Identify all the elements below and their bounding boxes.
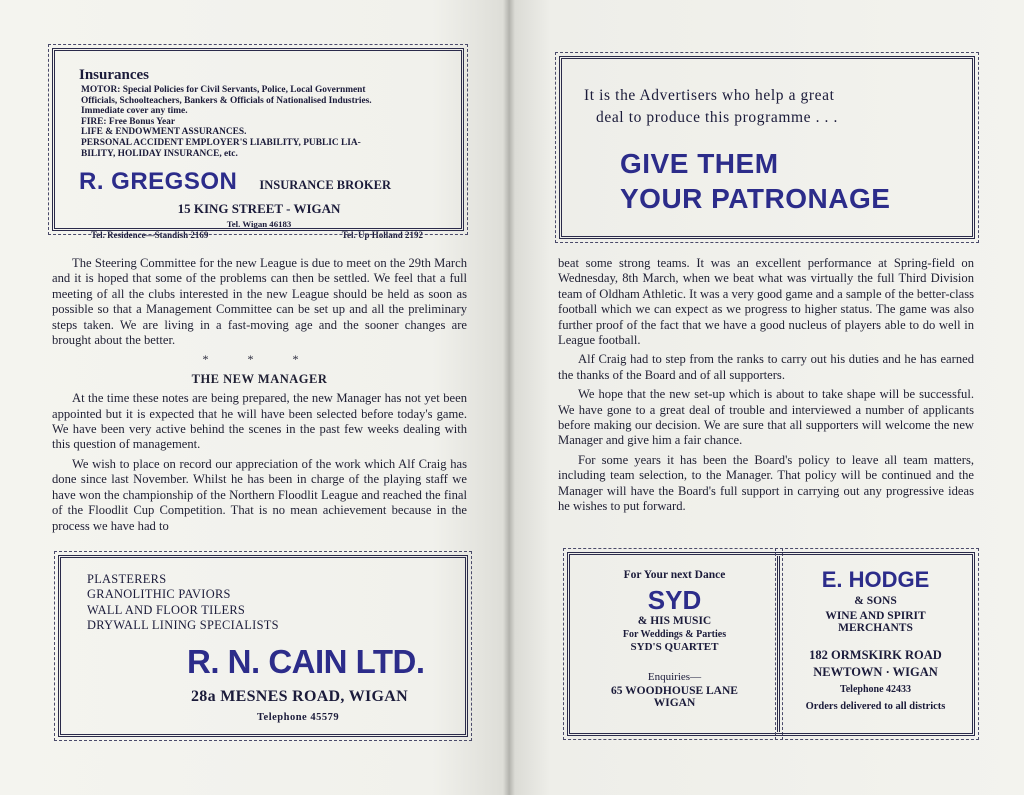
insurance-line: PERSONAL ACCIDENT EMPLOYER'S LIABILITY, PUBLIC LIA- (81, 137, 361, 148)
syd-enquiries: Enquiries— (647, 671, 702, 683)
syd-line: & HIS MUSIC (637, 615, 712, 627)
gregson-name-row (79, 168, 439, 196)
article-paragraph: For some years it has been the Board's policy to leave all team matters, including team selection, to the Manager. That policy will be continued and the Manager will have the Board's full support in carrying out any progressive ideas he wishes to put forward. (558, 452, 974, 514)
article-paragraph: beat some strong teams. It was an excellent performance at Spring-field on Wednesday, 8th March, when we beat what was virtually the full Third Division team of Oldham Athletic. It was a very good game and a sample of the better-class football which we can expect as we progress to higher status. The game was also further proof of the fact that we have a good nucleus of players able to do well in League football. (558, 256, 974, 348)
cain-address: 28a MESNES ROAD, WIGAN (191, 687, 408, 705)
gregson-address: 15 KING STREET - WIGAN (177, 201, 341, 217)
insurance-line: Officials, Schoolteachers, Bankers & Officials of Nationalised Industries. (81, 95, 372, 106)
syd-address: 65 WOODHOUSE LANE (611, 685, 738, 697)
insurance-line: MOTOR: Special Policies for Civil Servants, Police, Local Government (81, 85, 366, 95)
hodge-advert (779, 552, 975, 736)
article-paragraph: Alf Craig had to step from the ranks to carry out his duties and he has earned the thanks of the Board and of all supporters. (558, 352, 974, 382)
hodge-sons: & SONS (854, 595, 897, 607)
cain-service: GRANOLITHIC PAVIORS (87, 587, 231, 602)
syd-line: SYD'S QUARTET (630, 641, 719, 653)
patronage-line: deal to produce this programme . . . (596, 109, 838, 126)
page-gutter (503, 0, 515, 795)
hodge-name: E. HODGE (821, 567, 930, 592)
insurance-advert (52, 48, 464, 241)
insurance-line: LIFE & ENDOWMENT ASSURANCES. (81, 127, 247, 138)
cain-name: R. N. CAIN LTD. (187, 642, 425, 680)
hodge-trade: WINE AND SPIRIT (825, 610, 926, 622)
cain-advert (58, 555, 468, 737)
article-paragraph: At the time these notes are being prepared, the new Manager has not yet been appointed but it is expected that he will have been selected before today's game. We have been very active behind the scenes in the past few weeks dealing with this question of management. (52, 391, 467, 452)
insurance-line: BILITY, HOLIDAY INSURANCE, etc. (81, 148, 238, 159)
left-page (0, 0, 509, 795)
hodge-telephone: Telephone 42433 (839, 684, 912, 695)
section-divider: * * * (202, 352, 317, 367)
gregson-tel-up-holland: Tel. Up Holland 2192 (341, 230, 423, 241)
insurance-lines (79, 85, 439, 159)
syd-address: WIGAN (653, 697, 696, 709)
cain-telephone: Telephone 45579 (257, 711, 340, 723)
cain-service: DRYWALL LINING SPECIALISTS (87, 618, 279, 633)
right-page (509, 0, 1024, 795)
gregson-tel-residence: Tel. Residence—Standish 2169 (91, 230, 209, 241)
cain-service: PLASTERERS (87, 572, 167, 586)
syd-line: For Weddings & Parties (622, 629, 727, 640)
patronage-advert (559, 56, 975, 239)
section-heading: THE NEW MANAGER (191, 371, 328, 386)
gregson-tel-row (79, 229, 439, 240)
insurance-line: Immediate cover any time. (81, 106, 188, 117)
syd-advert (567, 552, 779, 736)
hodge-trade: MERCHANTS (838, 622, 913, 634)
syd-name: SYD (647, 585, 702, 615)
article-paragraph: We hope that the new set-up which is about to take shape will be successful. We have gone to a great deal of trouble and interviewed a number of applicants before making our decision. We are sure that all supporters will welcome the new Manager and give him a fair chance. (558, 387, 974, 448)
insurance-line: FIRE: Free Bonus Year (81, 116, 175, 127)
article-paragraph: The Steering Committee for the new League is due to meet on the 29th March and it is hoped that some of the problems can then be settled. We feel that a full meeting of all the clubs interested in the new League should be held as soon as possible so that a Management Committee can be set up and all the preliminary steps taken. We are living in a fast-moving age and the sooner changes are brought about the better. (52, 256, 467, 348)
cain-services (87, 572, 445, 634)
right-article (558, 256, 974, 519)
cain-service: WALL AND FLOOR TILERS (87, 602, 246, 617)
gregson-role: INSURANCE BROKER (259, 178, 391, 193)
hodge-orders: Orders delivered to all districts (805, 701, 946, 712)
patronage-headline: YOUR PATRONAGE (620, 183, 891, 214)
insurance-title: Insurances (79, 67, 150, 83)
patronage-line: It is the Advertisers who help a great (584, 87, 835, 104)
gregson-name: R. GREGSON (79, 168, 238, 196)
patronage-headline: GIVE THEM (620, 148, 779, 179)
left-article (52, 256, 467, 538)
syd-line: For Your next Dance (623, 569, 726, 581)
article-paragraph: We wish to place on record our appreciation of the work which Alf Craig has done since last November. Whilst he has been in charge of the playing staff we have won the championship of the Northern Floodlit League and reached the final of the Floodlit Cup Competition. That is no mean achievement because in the process we have had to (52, 456, 467, 533)
gregson-tel: Tel. Wigan 46183 (226, 219, 292, 230)
hodge-address: NEWTOWN · WIGAN (813, 665, 938, 679)
hodge-address: 182 ORMSKIRK ROAD (809, 648, 942, 662)
